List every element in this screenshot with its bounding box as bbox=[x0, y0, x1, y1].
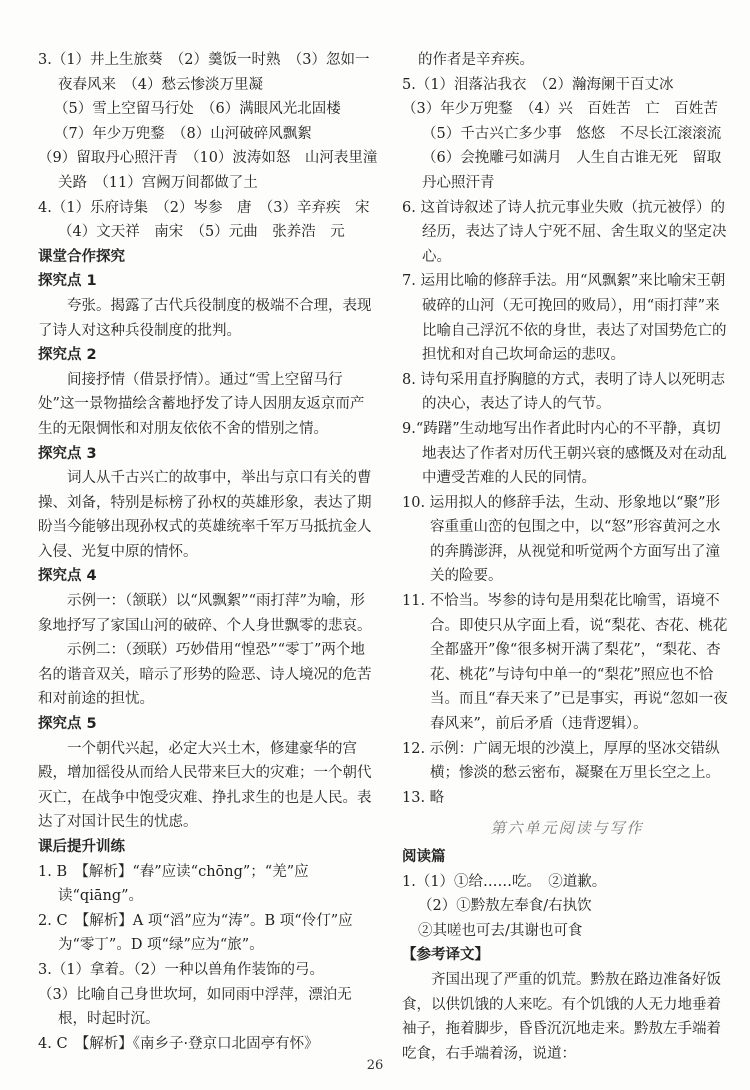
left-line-19: 2. C 【解析】A 项“滔”应为“涛”。B 项“伶仃”应为“零丁”。D 项“绿”应为“旅”。 bbox=[38, 912, 353, 954]
right-line-5: 8. 诗句采用直抒胸臆的方式，表明了诗人以死明志的决心，表达了诗人的气节。 bbox=[402, 371, 725, 413]
left-line-1: （5）雪上空留马行处 （6）满眼风光北固楼 bbox=[54, 101, 341, 118]
right-line-12: 阅读篇 bbox=[402, 849, 446, 865]
right-line-8: 11. 不恰当。岑参的诗句是用梨花比喻雪，语境不合。即使只从字面上看，说“梨花、杏花、桃花全都盛开”像“很多树开满了梨花”，“梨花、杏花、桃花”与诗句中单一的“梨花”照应也不恰当。而且“春天来了”已是事实，再说“忽如一夜春风来”，前后矛盾（违背逻辑）。 bbox=[402, 593, 728, 733]
right-line-16: 【参考译文】 bbox=[402, 947, 489, 964]
right-line-15: ②其嗟也可去/其谢也可食 bbox=[418, 922, 583, 939]
left-line-8: 探究点 2 bbox=[38, 347, 97, 364]
right-line-13: 1.（1）①给……吃。 ②道歉。 bbox=[402, 873, 607, 890]
left-line-14: 示例二：（颈联）巧妙借用“惶恐”“零丁”两个地名的谐音双关，暗示了形势的险恶、诗人境况的危苦和对前途的担忧。 bbox=[38, 642, 372, 708]
right-line-6: 9.“踌躇”生动地写出作者此时内心的不平静，真切地表达了作者对历代王朝兴衰的感慨及对在动乱中遭受苦难的人民的同情。 bbox=[402, 420, 727, 487]
right-line-14: （2）①黔敖左奉食/右执饮 bbox=[418, 898, 592, 915]
right-line-9: 12. 示例：广阔无垠的沙漠上，厚厚的坚冰交错纵横；惨淡的愁云密布，凝聚在万里长空之上。 bbox=[402, 740, 720, 782]
left-line-11: 词人从千古兴亡的故事中，举出与京口有关的曹操、刘备，特别是标榜了孙权的英雄形象，表达了期盼当今能够出现孙权式的英雄统率千军万马抵抗金人入侵、光复中原的情怀。 bbox=[38, 470, 372, 560]
left-line-12: 探究点 4 bbox=[38, 568, 97, 585]
left-column bbox=[38, 48, 385, 1056]
left-line-7: 夸张。揭露了古代兵役制度的极端不合理，表现了诗人对这种兵役制度的批判。 bbox=[38, 297, 372, 339]
left-line-13: 示例一：（颔联）以“风飘絮”“雨打萍”为喻，形象地抒写了家国山河的破碎、个人身世飘零的悲哀。 bbox=[38, 593, 372, 634]
left-line-18: 1. B 【解析】“舂”应读“chōng”；“羌”应读“qiāng”。 bbox=[38, 863, 309, 905]
left-line-16: 一个朝代兴起，必定大兴土木，修建豪华的宫殿，增加徭役从而给人民带来巨大的灾难；一个朝代灭亡，在战争中饱受灾难、挣扎求生的也是人民。表达了对国计民生的忧虑。 bbox=[38, 740, 372, 831]
right-line-11: 第六单元阅读与写作 bbox=[490, 819, 644, 838]
right-line-0: 的作者是辛弃疾。 bbox=[418, 52, 534, 68]
left-line-20: 3.（1）拿着。（2）一种以兽角作装饰的弓。 bbox=[38, 961, 325, 978]
right-line-10: 13. 略 bbox=[402, 789, 445, 806]
left-line-21: （3）比喻自己身世坎坷，如同雨中浮萍，漂泊无根，时起时沉。 bbox=[38, 986, 352, 1028]
right-line-1: 5.（1）泪落沾我衣 （2）瀚海阑干百丈冰 bbox=[402, 76, 674, 93]
left-line-6: 探究点 1 bbox=[38, 273, 97, 290]
right-line-2: （3）年少万兜鍪 （4）兴 百姓苦 亡 百姓苦 （5）千古兴亡多少事 悠悠 不尽长江滚滚流 （6）会挽雕弓如满月 人生自古谁无死 留取丹心照汗青 bbox=[402, 101, 736, 191]
left-line-4: 4.（1）乐府诗集 （2）岑参 唐 （3）辛弃疾 宋 （4）文天祥 南宋 （5）元曲 张养浩 元 bbox=[38, 199, 385, 241]
left-line-3: （9）留取丹心照汗青 （10）波涛如怒 山河表里潼关路 （11）宫阙万间都做了土 bbox=[38, 150, 378, 191]
left-line-0: 3.（1）井上生旅葵 （2）羹饭一时熟 （3）忽如一夜春风来 （4）愁云惨淡万里凝 bbox=[38, 52, 370, 93]
left-line-17: 课后提升训练 bbox=[38, 839, 125, 855]
right-line-7: 10. 运用拟人的修辞手法，生动、形象地以“聚”形容重重山峦的包围之中，以“怒”形容黄河之水的奔腾澎湃，从视觉和听觉两个方面写出了潼关的险要。 bbox=[402, 494, 721, 585]
page-number: 26 bbox=[366, 1058, 384, 1073]
left-line-9: 间接抒情（借景抒情）。通过“雪上空留马行处”这一景物描绘含蓄地抒发了诗人因朋友返京而产生的无限惆怅和对朋友依依不舍的惜别之情。 bbox=[38, 371, 365, 437]
right-line-17: 齐国出现了严重的饥荒。黔敖在路边准备好饭食，以供饥饿的人来吃。有个饥饿的人无力地垂着袖子，拖着脚步，昏昏沉沉地走来。黔敖左手端着吃食，右手端着汤，说道： bbox=[402, 971, 721, 1062]
right-column bbox=[402, 48, 736, 1066]
right-line-4: 7. 运用比喻的修辞手法。用“风飘絮”来比喻宋王朝破碎的山河（无可挽回的败局），用“雨打萍”来比喻自己浮沉不依的身世，表达了对国势危亡的担忧和对自己坎坷命运的悲叹。 bbox=[402, 273, 727, 364]
left-line-5: 课堂合作探究 bbox=[38, 248, 125, 265]
right-line-3: 6. 这首诗叙述了诗人抗元事业失败（抗元被俘）的经历，表达了诗人宁死不屈、舍生取义的坚定决心。 bbox=[402, 199, 727, 265]
left-line-22: 4. C 【解析】《南乡子·登京口北固亭有怀》 bbox=[38, 1035, 319, 1052]
left-line-10: 探究点 3 bbox=[38, 445, 97, 462]
left-line-15: 探究点 5 bbox=[38, 716, 97, 733]
left-line-2: （7）年少万兜鍪 （8）山河破碎风飘絮 bbox=[54, 125, 312, 142]
